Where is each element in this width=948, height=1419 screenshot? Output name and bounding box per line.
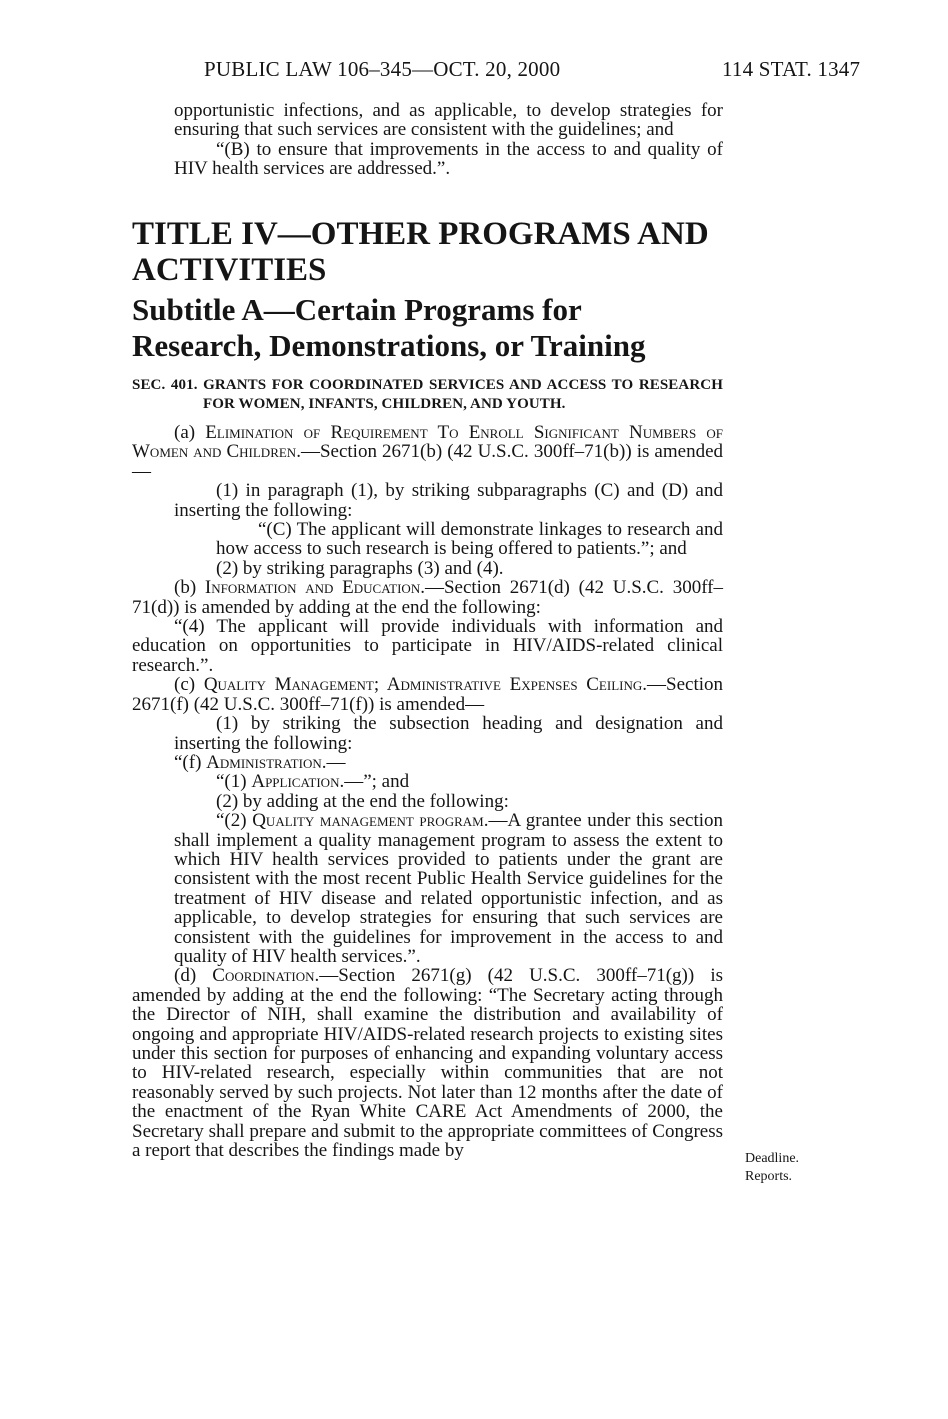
subsection-a-quote: “(C) The applicant will demonstrate linkages to research and how access to such research is being offered to patients.”; and — [216, 519, 723, 560]
title-line-2: ACTIVITIES — [132, 252, 327, 288]
section-heading-block — [132, 376, 723, 414]
subsection-a-heading: Elimination of Requirement To Enroll Significant Numbers of Women and Children — [132, 422, 723, 463]
running-head: PUBLIC LAW 106–345—OCT. 20, 2000 — [204, 57, 561, 81]
subsection-a: (a) Elimination of Requirement To Enroll Significant Numbers of Women and Children.—Section 2671(b) (42 U.S.C. 300ff–71(b)) is amended— — [132, 422, 723, 482]
subsection-b-quote: “(4) The applicant will provide individuals with information and education on opportunities to participate in HIV/AIDS-related clinical research.”. — [132, 616, 723, 676]
subsection-c-item-1: (1) by striking the subsection heading and designation and inserting the following: — [174, 713, 723, 754]
section-heading — [132, 376, 723, 414]
subtitle-line-2: Research, Demonstrations, or Training — [132, 328, 646, 363]
subparagraph-b: “(B) to ensure that improvements in the access to and quality of HIV health services are addressed.”. — [174, 138, 723, 180]
subsection-b-heading: Information and Education — [204, 577, 421, 599]
subtitle-line-1: Subtitle A—Certain Programs for — [132, 292, 582, 327]
subtitle-block — [132, 292, 723, 364]
subsection-d: (d) Coordination.—Section 2671(g) (42 U.S.C. 300ff–71(g)) is amended by adding at the end the following: “The Secretary acting through the Director of NIH, shall examine the distribution and availability of ongoing and appropriate HIV/AIDS-related research projects to existing sites under this section for purposes of enhancing and expanding voluntary access to HIV-related research, especially within communities that are not reasonably served by such projects. Not later than 12 months after the date of the enactment of the Ryan White CARE Act Amendments of 2000, the Secretary shall prepare and submit to the appropriate committees of Congress a report that describes the findings made by — [132, 965, 723, 1162]
quality-management-paragraph: “(2) Quality management program.—A grantee under this section shall implement a quality management program to assess the extent to which HIV health services provided to patients under the grant are consistent with the most recent Public Health Service guidelines for the treatment of HIV disease and related opportunistic infection, and as applicable, to develop strategies for ensuring that such services are consistent with the guidelines for improvement in the access to and quality of HIV health services.”. — [174, 810, 723, 967]
subsection-c: (c) Quality Management; Administrative Expenses Ceiling.—Section 2671(f) (42 U.S.C. 300ff–71(f)) is amended— — [132, 674, 724, 715]
margin-notes — [745, 1150, 799, 1186]
subsection-a-item-1: (1) in paragraph (1), by striking subparagraphs (C) and (D) and inserting the following: — [174, 480, 723, 521]
subsection-c-item-2: (2) by adding at the end the following: — [216, 790, 509, 812]
continuation-paragraph: opportunistic infections, and as applicable, to develop strategies for ensuring that such services are consistent with the guidelines; and — [174, 100, 723, 141]
section-body — [132, 423, 723, 1160]
margin-note-reports: Reports. — [745, 1169, 793, 1184]
subsection-b: (b) Information and Education.—Section 2671(d) (42 U.S.C. 300ff–71(d)) is amended by adding at the end the following: — [132, 577, 723, 618]
page-citation: 114 STAT. 1347 — [722, 57, 861, 81]
subsection-c-heading: Quality Management; Administrative Expenses Ceiling — [203, 674, 643, 696]
paragraph-f1-heading: “(1) Application.—”; and — [216, 771, 410, 793]
section-title: GRANTS FOR COORDINATED SERVICES AND ACCESS TO RESEARCH FOR WOMEN, INFANTS, CHILDREN, AND YOUTH. — [203, 377, 723, 412]
subsection-a-item-2: (2) by striking paragraphs (3) and (4). — [216, 557, 504, 579]
subsection-d-heading: Coordination — [212, 965, 315, 987]
margin-note-deadline: Deadline. — [745, 1151, 800, 1166]
title-block — [132, 216, 723, 288]
section-number: SEC. 401. — [132, 377, 198, 393]
subsection-f-heading: “(f) Administration.— — [174, 751, 346, 773]
continuation-block — [132, 101, 723, 179]
title-line-1: TITLE IV—OTHER PROGRAMS AND — [132, 216, 709, 252]
